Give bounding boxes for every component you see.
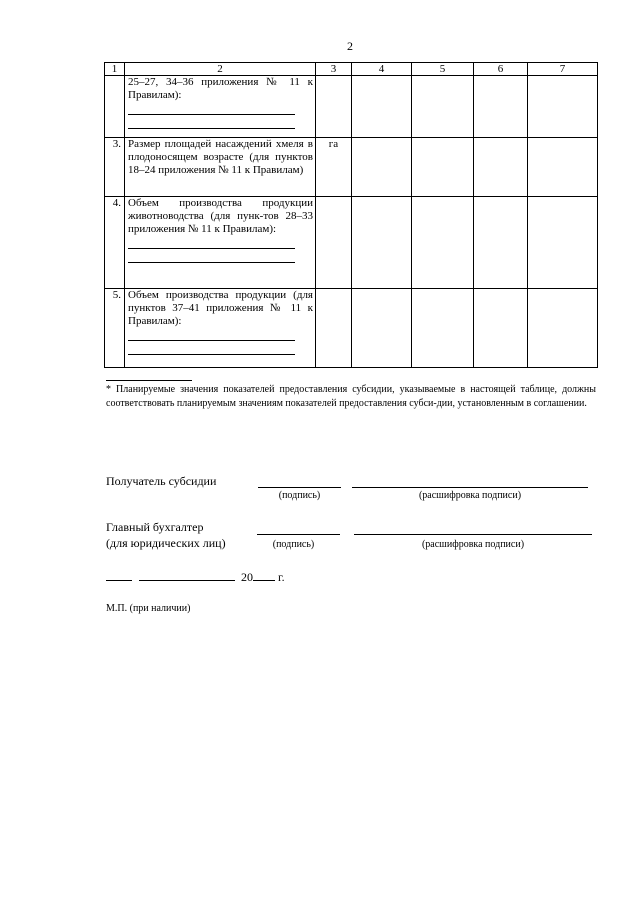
row-number: [105, 76, 125, 138]
table-row: [105, 289, 598, 368]
column-header-4: 4: [352, 63, 412, 76]
accountant-signature-line: [257, 523, 340, 535]
date-line: [106, 569, 285, 584]
row-value-cell: [528, 197, 598, 289]
footnote: * Планируемые значения показателей предоставления субсидии, указываемые в настоящей таблице, должны соответствовать планируемым значениям показателей предоставления субси-дии, установленным в соглашении.: [106, 384, 596, 409]
row-description-text: Объем производства продукции (для пунктов 37–41 приложения № 11 к Правилам):: [128, 289, 313, 327]
row-value-cell: [412, 138, 474, 197]
fill-in-line: [128, 249, 295, 263]
fill-in-line: [128, 328, 295, 341]
row-value-cell: [474, 138, 528, 197]
row-value-cell: [528, 76, 598, 138]
recipient-label: Получатель субсидии: [106, 474, 217, 488]
year-prefix: 20: [241, 570, 253, 584]
footnote-divider: [106, 380, 192, 381]
column-header-3: 3: [316, 63, 352, 76]
table-row: [105, 76, 598, 138]
row-description-text: 25–27, 34–36 приложения № 11 к Правилам):: [128, 76, 313, 101]
column-header-7: 7: [528, 63, 598, 76]
column-header-5: 5: [412, 63, 474, 76]
row-description: [125, 197, 316, 289]
row-value-cell: [412, 197, 474, 289]
row-number: 5.: [105, 289, 125, 368]
column-header-2: 2: [125, 63, 316, 76]
row-value-cell: [352, 197, 412, 289]
row-value-cell: [474, 289, 528, 368]
recipient-decoding-line: [352, 476, 588, 488]
row-description: [125, 76, 316, 138]
recipient-decoding-caption: (расшифровка подписи): [418, 490, 522, 501]
recipient-signature-caption: (подпись): [278, 490, 321, 501]
row-value-cell: [474, 76, 528, 138]
row-value-cell: [352, 138, 412, 197]
row-unit: [316, 289, 352, 368]
row-description: [125, 138, 316, 197]
page-number: 2: [347, 39, 353, 53]
month-blank: [139, 569, 235, 581]
indicators-table: [104, 62, 598, 368]
accountant-label: Главный бухгалтер: [106, 520, 204, 534]
accountant-label-note: (для юридических лиц): [106, 536, 226, 550]
column-header-6: 6: [474, 63, 528, 76]
row-number: 3.: [105, 138, 125, 197]
row-value-cell: [412, 289, 474, 368]
row-value-cell: [352, 76, 412, 138]
row-number: 4.: [105, 197, 125, 289]
table-row: [105, 138, 598, 197]
recipient-signature-line: [258, 476, 341, 488]
stamp-note: М.П. (при наличии): [106, 603, 191, 614]
table-header-row: [105, 63, 598, 76]
accountant-decoding-line: [354, 523, 592, 535]
year-suffix: г.: [278, 570, 285, 584]
day-blank: [106, 569, 132, 581]
row-description-text: Размер площадей насаждений хмеля в плодоносящем возрасте (для пунктов 18–24 приложения № 11 к Правилам): [128, 138, 313, 176]
row-unit: га: [316, 138, 352, 197]
row-description: [125, 289, 316, 368]
fill-in-line: [128, 102, 295, 115]
fill-in-line: [128, 236, 295, 249]
accountant-signature-caption: (подпись): [272, 539, 315, 550]
row-unit: [316, 197, 352, 289]
row-value-cell: [412, 76, 474, 138]
accountant-decoding-caption: (расшифровка подписи): [421, 539, 525, 550]
row-unit: [316, 76, 352, 138]
row-value-cell: [528, 289, 598, 368]
table-row: [105, 197, 598, 289]
row-value-cell: [474, 197, 528, 289]
fill-in-line: [128, 341, 295, 355]
row-description-text: Объем производства продукции животноводства (для пунк-тов 28–33 приложения № 11 к Правилам):: [128, 197, 313, 235]
row-value-cell: [528, 138, 598, 197]
year-blank: [253, 569, 275, 581]
column-header-1: 1: [105, 63, 125, 76]
row-value-cell: [352, 289, 412, 368]
fill-in-line: [128, 115, 295, 129]
